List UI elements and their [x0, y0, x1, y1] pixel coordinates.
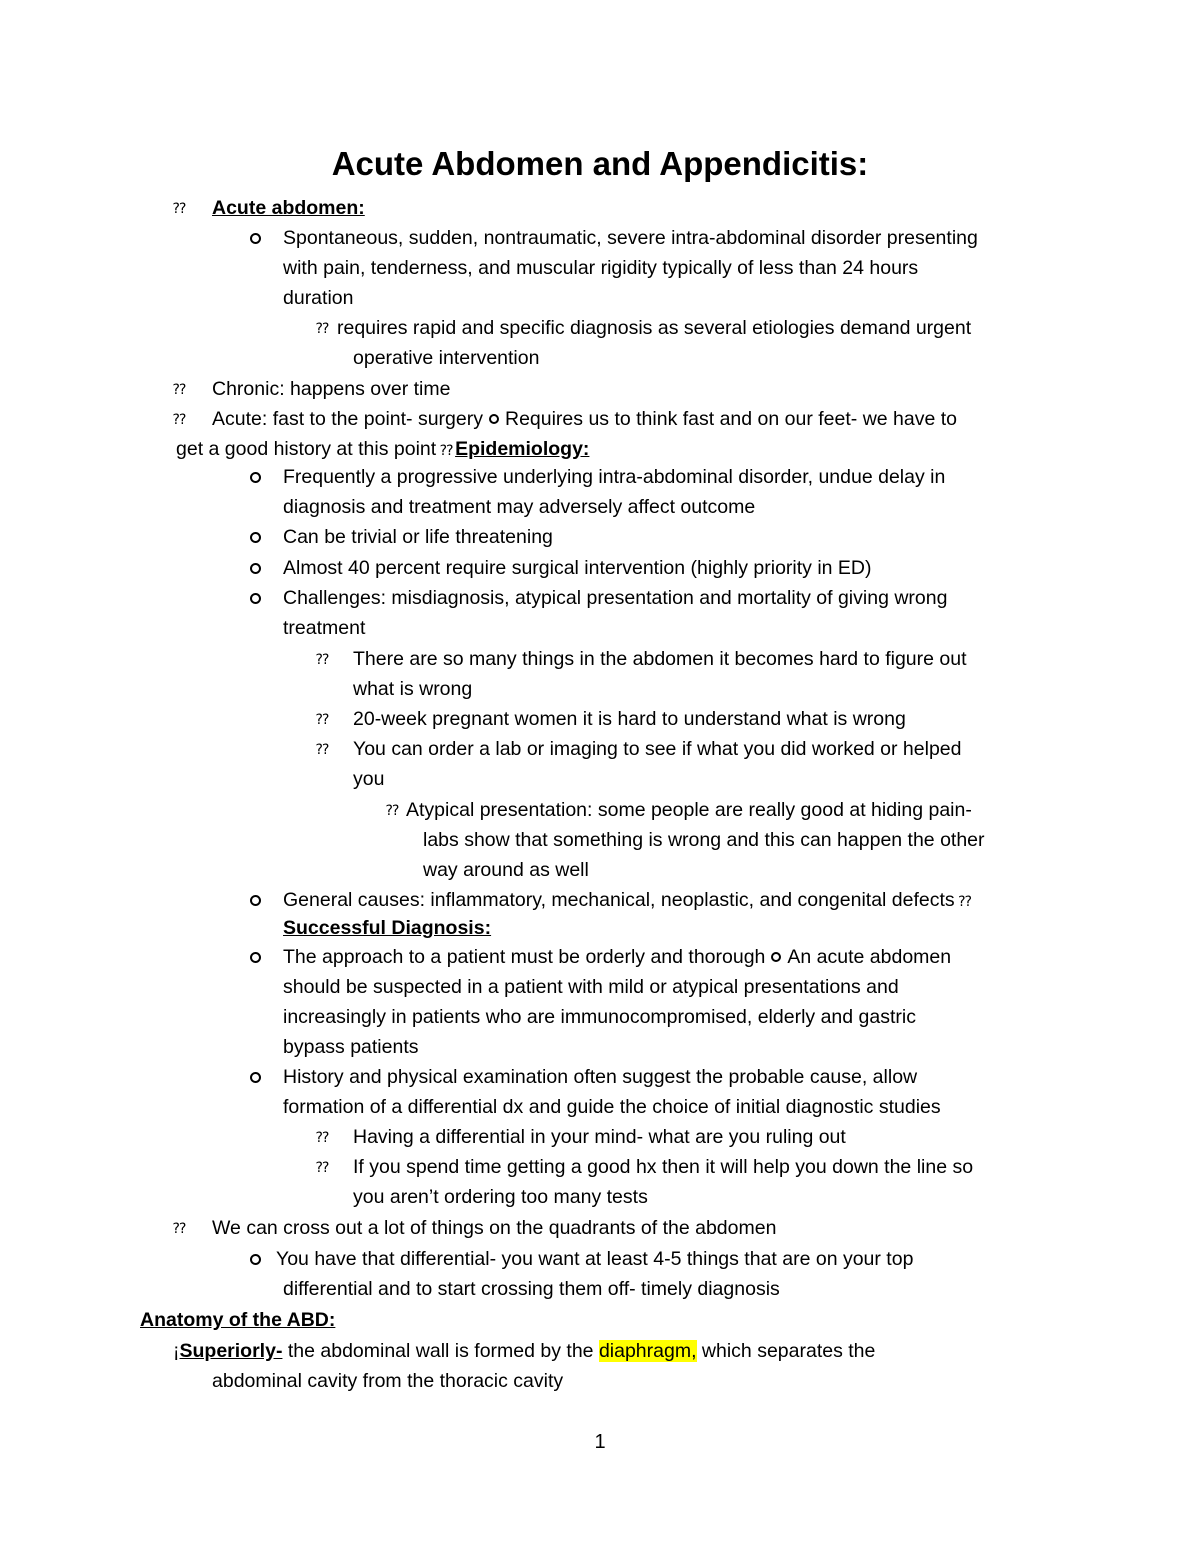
text-fragment: Requires us to think fast and on our feet- we have to — [504, 408, 957, 430]
circle-bullet — [250, 895, 261, 906]
bullet-marker: ⁇ — [173, 200, 186, 216]
text-line: increasingly in patients who are immunocompromised, elderly and gastric — [283, 1006, 916, 1028]
text-line: Chronic: happens over time — [212, 378, 451, 400]
text-line: requires rapid and specific diagnosis as several etiologies demand urgent — [337, 317, 972, 339]
text-line: Frequently a progressive underlying intra-abdominal disorder, undue delay in — [283, 466, 946, 488]
bullet-marker: ⁇ — [316, 1159, 329, 1175]
text-line: Spontaneous, sudden, nontraumatic, severe intra-abdominal disorder presenting — [283, 227, 978, 249]
bullet-marker: ⁇ — [173, 1220, 186, 1236]
page-number: 1 — [594, 1431, 606, 1453]
text-fragment: the abdominal wall is formed by the — [282, 1340, 599, 1362]
text-line-approach — [283, 942, 951, 972]
text-line: bypass patients — [283, 1036, 419, 1058]
circle-bullet — [250, 593, 261, 604]
text-line: way around as well — [423, 859, 589, 881]
text-line: differential and to start crossing them off- timely diagnosis — [283, 1278, 780, 1300]
document-title: Acute Abdomen and Appendicitis: — [331, 145, 869, 182]
text-line: Almost 40 percent require surgical intervention (highly priority in ED) — [283, 557, 872, 579]
circle-bullet — [250, 532, 261, 543]
heading-anatomy: Anatomy of the ABD: — [140, 1309, 336, 1331]
text-line: what is wrong — [353, 678, 473, 700]
bullet-marker: ⁇ — [440, 442, 454, 458]
circle-bullet — [250, 1254, 261, 1265]
text-fragment: An acute abdomen — [787, 946, 952, 968]
text-line: abdominal cavity from the thoracic cavity — [212, 1370, 564, 1392]
bullet-marker: ⁇ — [316, 651, 329, 667]
text-fragment: Acute: fast to the point- surgery — [212, 408, 483, 430]
text-line: You have that differential- you want at least 4-5 things that are on your top — [276, 1248, 914, 1270]
circle-bullet — [250, 472, 261, 483]
heading-acute-abdomen: Acute abdomen: — [212, 197, 365, 219]
text-line: There are so many things in the abdomen it becomes hard to figure out — [353, 648, 967, 670]
circle-bullet-inline — [771, 952, 781, 962]
circle-bullet — [250, 563, 261, 574]
bullet-marker: ⁇ — [173, 411, 186, 427]
text-line-epidemiology — [176, 434, 589, 465]
text-fragment: The approach to a patient must be orderly and thorough — [283, 946, 766, 968]
term-superiorly: Superiorly- — [179, 1340, 283, 1362]
heading-successful-diagnosis: Successful Diagnosis: — [283, 917, 492, 939]
text-line: with pain, tenderness, and muscular rigidity typically of less than 24 hours — [283, 257, 919, 279]
text-line: operative intervention — [353, 347, 540, 369]
text-line: We can cross out a lot of things on the quadrants of the abdomen — [212, 1217, 777, 1239]
text-line: Having a differential in your mind- what are you ruling out — [353, 1126, 846, 1148]
text-fragment: General causes: inflammatory, mechanical, neoplastic, and congenital defects — [283, 889, 955, 911]
circle-bullet — [250, 233, 261, 244]
text-line-causes — [283, 885, 974, 916]
text-line: treatment — [283, 617, 366, 639]
text-line: labs show that something is wrong and this can happen the other — [423, 829, 985, 851]
bullet-marker: ¡ — [173, 1340, 180, 1362]
text-line: Challenges: misdiagnosis, atypical presentation and mortality of giving wrong — [283, 587, 948, 609]
text-fragment: get a good history at this point — [176, 438, 437, 460]
bullet-marker: ⁇ — [958, 893, 972, 909]
text-fragment: which separates the — [696, 1340, 876, 1362]
text-line: duration — [283, 287, 354, 309]
bullet-marker: ⁇ — [173, 381, 186, 397]
bullet-marker: ⁇ — [316, 1129, 329, 1145]
text-line: formation of a differential dx and guide the choice of initial diagnostic studies — [283, 1096, 941, 1118]
text-line: diagnosis and treatment may adversely affect outcome — [283, 496, 756, 518]
text-line-superiorly — [173, 1336, 875, 1366]
text-line: Can be trivial or life threatening — [283, 526, 553, 548]
text-line: Atypical presentation: some people are really good at hiding pain- — [406, 799, 972, 821]
circle-bullet-inline — [489, 414, 499, 424]
heading-epidemiology: Epidemiology: — [455, 438, 590, 460]
text-line: 20-week pregnant women it is hard to understand what is wrong — [353, 708, 906, 730]
circle-bullet — [250, 1072, 261, 1083]
bullet-marker: ⁇ — [316, 320, 329, 336]
text-line: you aren’t ordering too many tests — [353, 1186, 648, 1208]
text-line-acute — [212, 404, 957, 434]
text-line: should be suspected in a patient with mild or atypical presentations and — [283, 976, 899, 998]
text-line: If you spend time getting a good hx then it will help you down the line so — [353, 1156, 974, 1178]
highlighted-term: diaphragm, — [598, 1340, 697, 1362]
text-line: History and physical examination often suggest the probable cause, allow — [283, 1066, 918, 1088]
bullet-marker: ⁇ — [386, 802, 399, 818]
text-line: you — [353, 768, 385, 790]
bullet-marker: ⁇ — [316, 741, 329, 757]
circle-bullet — [250, 952, 261, 963]
bullet-marker: ⁇ — [316, 711, 329, 727]
text-line: You can order a lab or imaging to see if what you did worked or helped — [353, 738, 962, 760]
